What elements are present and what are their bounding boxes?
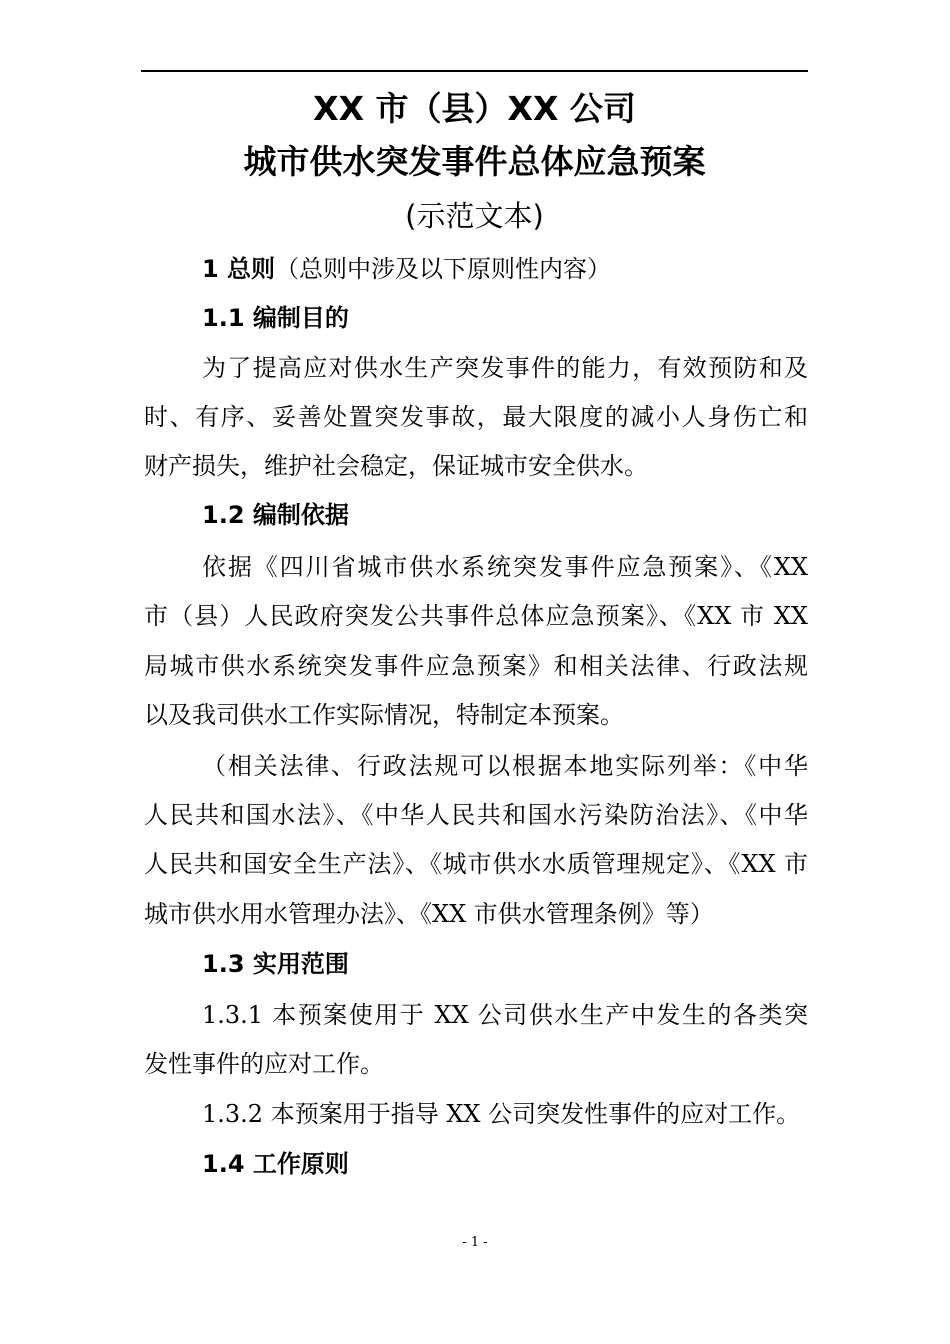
paragraph-line: 依据《四川省城市供水系统突发事件应急预案》、《XX [202, 553, 808, 581]
page-number: - 1 - [462, 1235, 488, 1250]
section-1-4-heading: 1.4 工作原则 [202, 1150, 349, 1178]
paragraph-line: 财产损失，维护社会稳定，保证城市安全供水。 [144, 452, 648, 480]
paragraph-line: 1.3.2 本预案用于指导 XX 公司突发性事件的应对工作。 [202, 1100, 801, 1128]
paragraph-line: 1.3.1 本预案使用于 XX 公司供水生产中发生的各类突 [202, 1001, 808, 1029]
paragraph-line: 时、有序、妥善处置突发事故，最大限度的减小人身伤亡和 [144, 403, 808, 431]
paragraph-line: （相关法律、行政法规可以根据本地实际列举：《中华 [202, 752, 808, 780]
paragraph-line: 发性事件的应对工作。 [144, 1050, 384, 1078]
document-subtitle: (示范文本) [405, 199, 544, 233]
section-1-heading: 1 总则 [202, 255, 276, 283]
paragraph-line: 为了提高应对供水生产突发事件的能力，有效预防和及 [202, 354, 808, 382]
section-1-1-heading: 1.1 编制目的 [202, 304, 349, 332]
section-1-3-heading: 1.3 实用范围 [202, 950, 349, 978]
section-1-2-heading: 1.2 编制依据 [202, 501, 349, 529]
paragraph-line: 人民共和国水法》、《中华人民共和国水污染防治法》、《中华 [144, 801, 808, 829]
paragraph-line: 市（县）人民政府突发公共事件总体应急预案》、《XX 市 XX [144, 602, 808, 630]
paragraph-line: 局城市供水系统突发事件应急预案》和相关法律、行政法规 [144, 652, 808, 680]
paragraph-line: 人民共和国安全生产法》、《城市供水水质管理规定》、《XX 市 [144, 850, 808, 878]
paragraph-line: 以及我司供水工作实际情况，特制定本预案。 [144, 701, 624, 729]
header-rule [141, 70, 808, 72]
section-1-note: （总则中涉及以下原则性内容） [275, 255, 612, 283]
document-title-line-2: 城市供水突发事件总体应急预案 [243, 142, 706, 181]
document-title-line-1: XX 市（县）XX 公司 [313, 89, 636, 128]
section-1-heading-row [202, 251, 808, 287]
paragraph-line: 城市供水用水管理办法》、《XX 市供水管理条例》等） [144, 900, 714, 928]
